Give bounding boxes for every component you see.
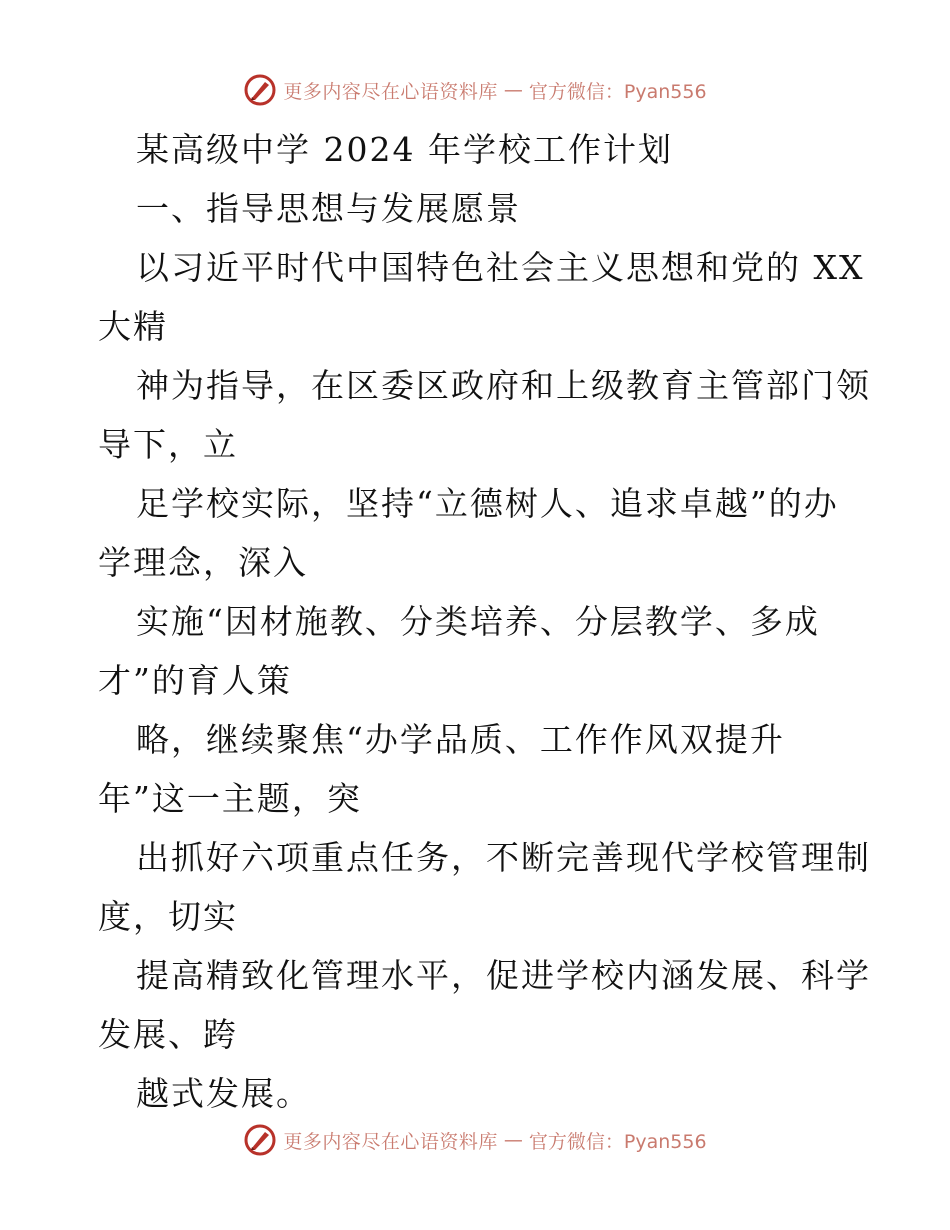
- section-heading: 一、指导思想与发展愿景: [136, 189, 521, 228]
- paragraph-line: 度，切实: [98, 897, 238, 936]
- paragraph-line: 神为指导，在区委区政府和上级教育主管部门领: [136, 366, 871, 405]
- watermark-contact: 官方微信：Pyan556: [528, 80, 707, 103]
- footer-watermark: [0, 1122, 950, 1158]
- paragraph-line: 实施“因材施教、分类培养、分层教学、多成: [136, 602, 820, 641]
- paragraph-line: 学理念，深入: [98, 543, 308, 582]
- paragraph-line: 才”的育人策: [98, 661, 292, 700]
- watermark-contact: 官方微信：Pyan556: [528, 1130, 707, 1153]
- header-watermark: [0, 72, 950, 108]
- paragraph-line: 出抓好六项重点任务，不断完善现代学校管理制: [136, 838, 871, 877]
- paragraph-line: 年”这一主题，突: [98, 779, 362, 818]
- paragraph-line: 发展、跨: [98, 1015, 238, 1054]
- document-title: 某高级中学 2024 年学校工作计划: [136, 130, 673, 169]
- paragraph-line: 略，继续聚焦“办学品质、工作作风双提升: [136, 720, 785, 759]
- paragraph-line: 足学校实际，坚持“立德树人、追求卓越”的办: [136, 484, 839, 523]
- paragraph-line: 大精: [98, 307, 168, 346]
- watermark-brand: 更多内容尽在心语资料库: [283, 1130, 498, 1153]
- document-body: [98, 120, 871, 1123]
- paragraph-line: 提高精致化管理水平，促进学校内涵发展、科学: [136, 956, 871, 995]
- watermark-separator: —: [503, 79, 523, 101]
- quill-circle-logo-icon: [243, 1123, 277, 1157]
- paragraph-line: 以习近平时代中国特色社会主义思想和党的 XX: [136, 248, 865, 287]
- watermark-separator: —: [503, 1129, 523, 1151]
- watermark-brand: 更多内容尽在心语资料库: [283, 80, 498, 103]
- paragraph-line: 越式发展。: [136, 1074, 311, 1113]
- paragraph-line: 导下，立: [98, 425, 238, 464]
- quill-circle-logo-icon: [243, 73, 277, 107]
